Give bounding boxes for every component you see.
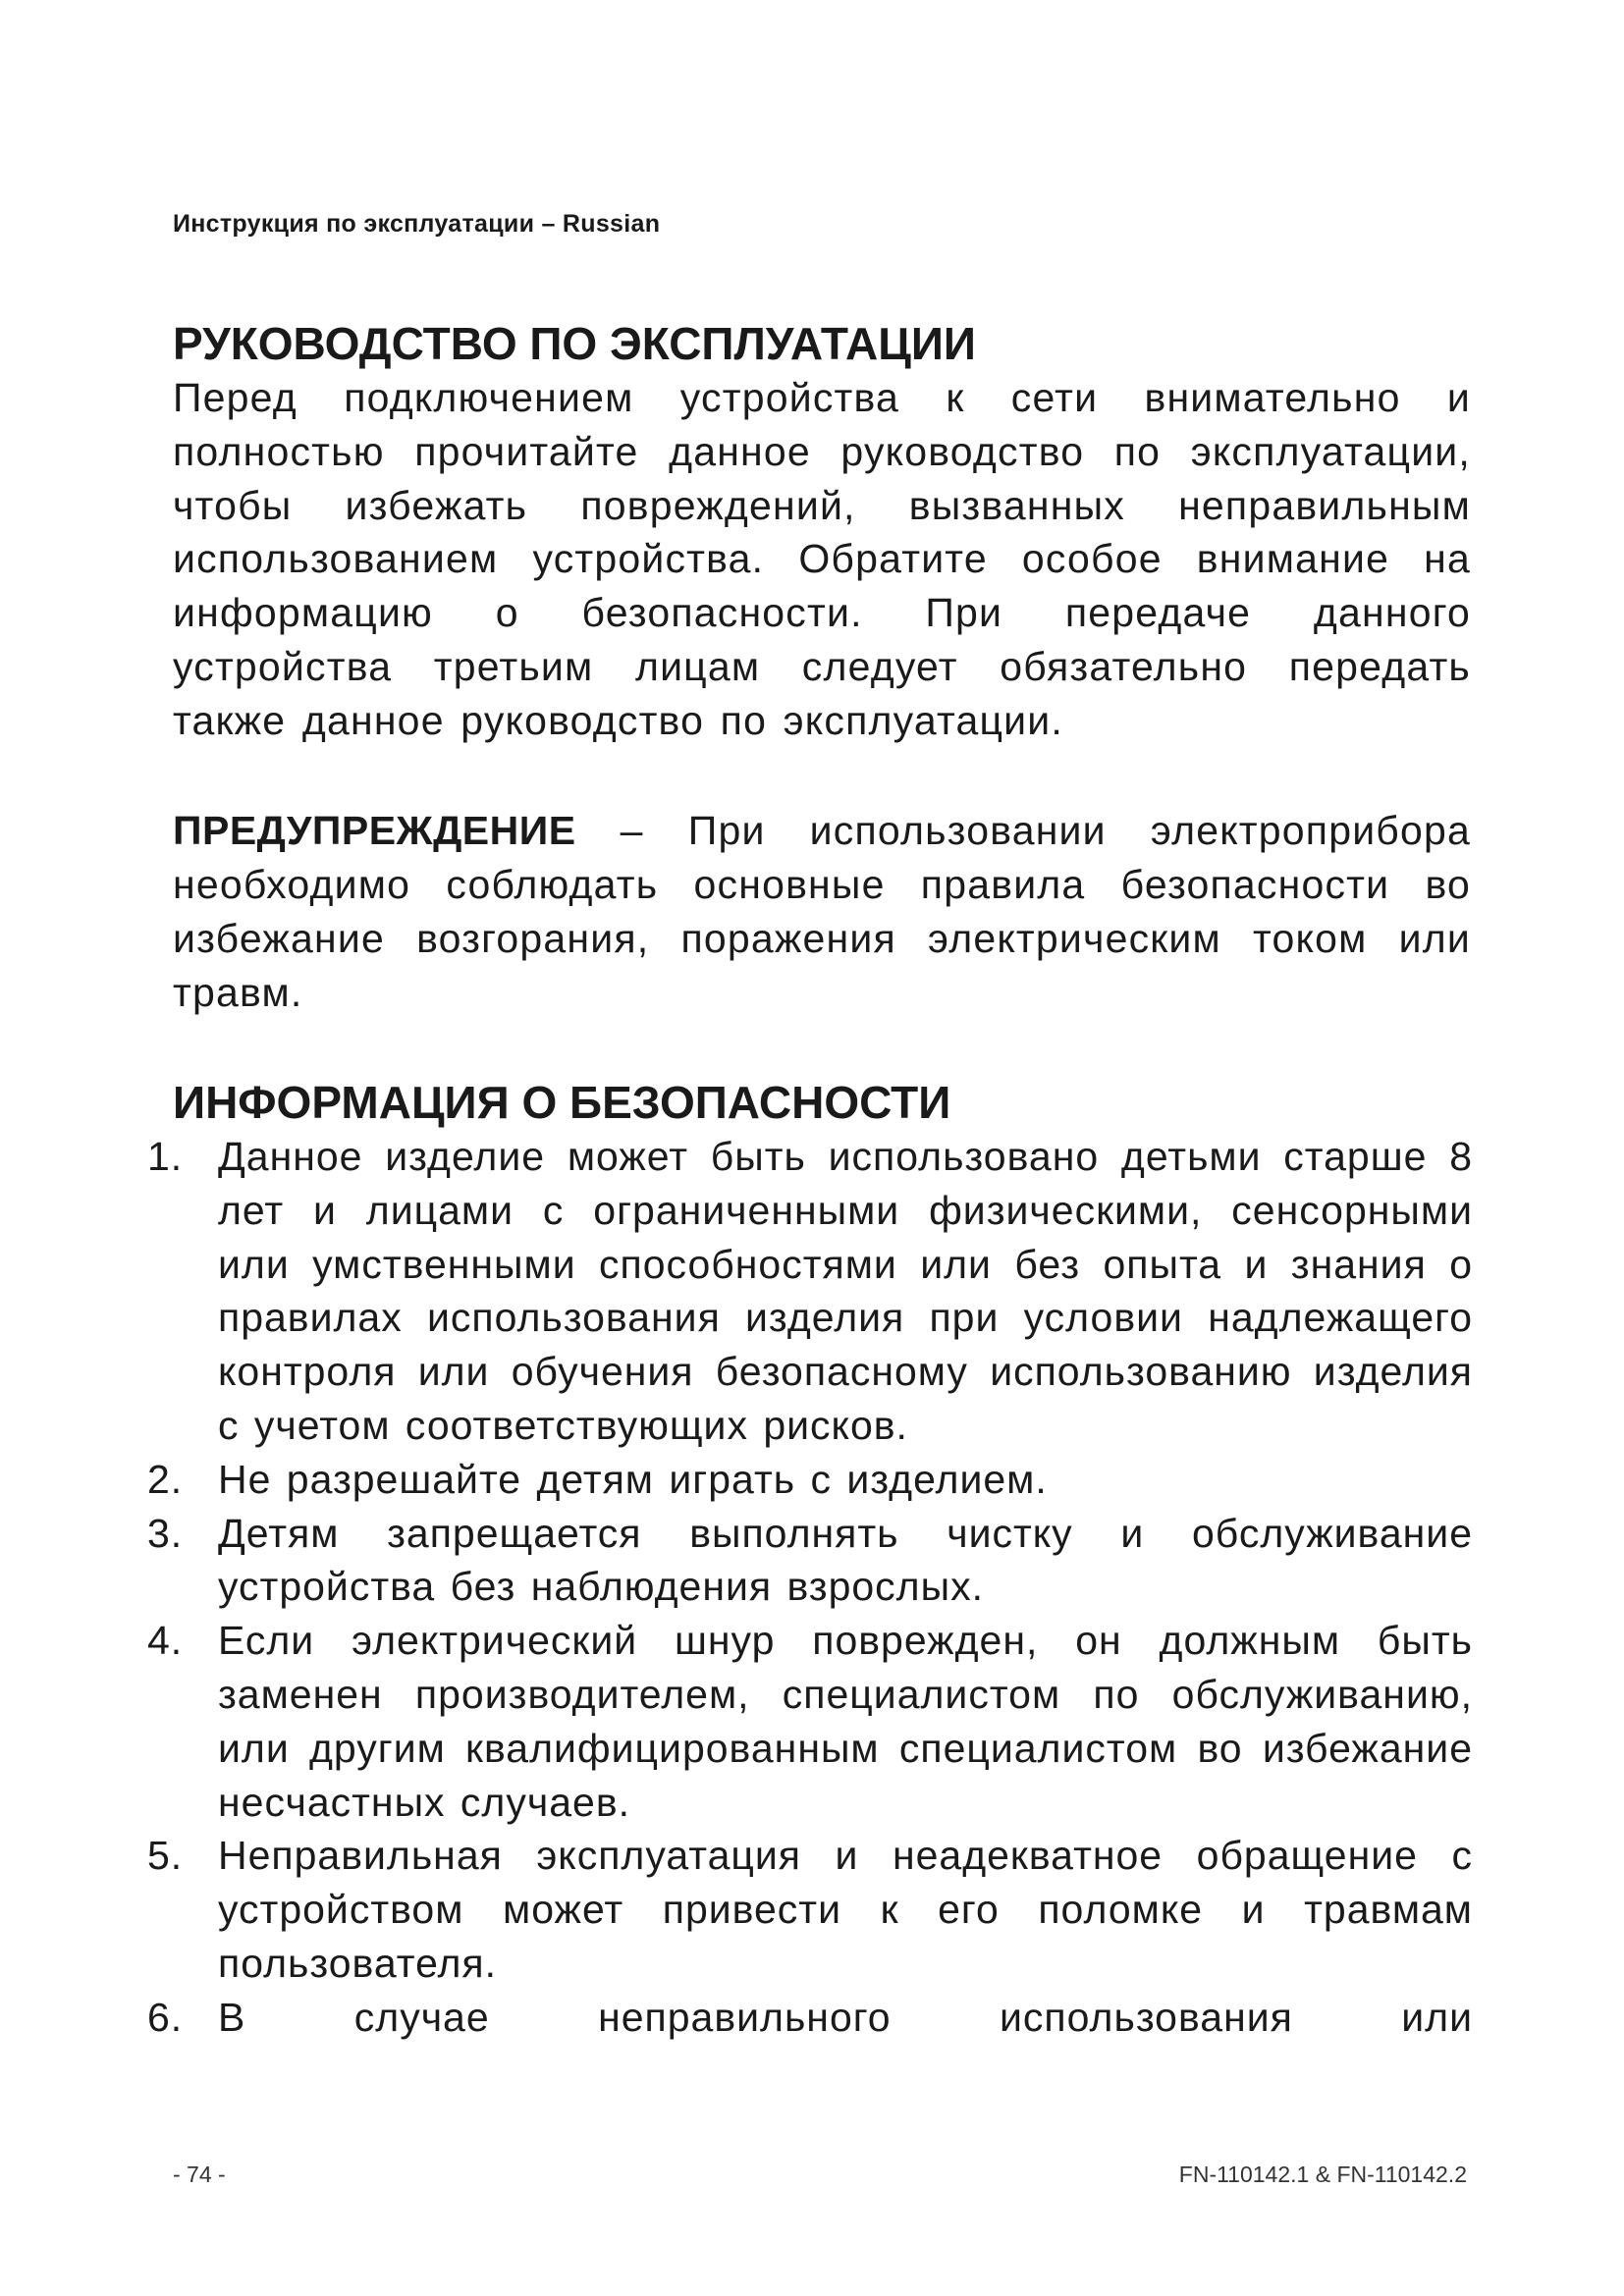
warning-keyword: ПРЕДУПРЕЖДЕНИЕ: [173, 808, 576, 853]
safety-item-number: 2.: [147, 1456, 184, 1502]
safety-item-number: 5.: [147, 1833, 184, 1879]
warning-text: – При использовании электроприбора необходимо соблюдать основные правила безопасности во избежание возгорания, поражения электрическим током или травм.: [173, 808, 1471, 1015]
safety-item-text: Не разрешайте детям играть с изделием.: [218, 1456, 1048, 1502]
safety-item-number: 3.: [147, 1510, 184, 1556]
safety-item-number: 1.: [147, 1134, 184, 1179]
safety-item-3: [147, 1507, 1473, 1615]
safety-item-text: Данное изделие может быть использовано детьми старше 8 лет и лицами с ограниченными физическими, сенсорными или умственными способностями или без опыта и знания о правилах использования изделия при условии надлежащего контроля или обучения безопасному использованию изделия с учетом соответствующих рисков.: [218, 1134, 1473, 1448]
running-header: Инструкция по эксплуатации – Russian: [173, 210, 661, 238]
safety-item-text: В случае неправильного использования или: [218, 1994, 1473, 2040]
model-numbers: FN-110142.1 & FN-110142.2: [1178, 2162, 1467, 2187]
safety-item-1: [147, 1130, 1473, 1453]
warning-paragraph: [173, 804, 1471, 1020]
safety-item-5: [147, 1829, 1473, 1990]
intro-paragraph: Перед подключением устройства к сети внимательно и полностью прочитайте данное руководство по эксплуатации, чтобы избежать повреждений, вызванных неправильным использованием устройства. Обратите особое внимание на информацию о безопасности. При передаче данного устройства третьим лицам следует обязательно передать также данное руководство по эксплуатации.: [173, 375, 1471, 743]
safety-item-2: [147, 1453, 1473, 1507]
safety-item-4: [147, 1614, 1473, 1829]
safety-list: [147, 1130, 1473, 2045]
safety-item-number: 4.: [147, 1618, 184, 1664]
safety-item-text: Неправильная эксплуатация и неадекватное обращение с устройством может привести к его поломке и травмам пользователя.: [218, 1833, 1473, 1986]
manual-section-title: РУКОВОДСТВО ПО ЭКСПЛУАТАЦИИ: [173, 318, 976, 369]
page-number: - 74 -: [173, 2162, 226, 2187]
safety-item-text: Если электрический шнур поврежден, он должным быть заменен производителем, специалистом по обслуживанию, или другим квалифицированным специалистом во избежание несчастных случаев.: [218, 1618, 1473, 1825]
safety-section-title: ИНФОРМАЦИЯ О БЕЗОПАСНОСТИ: [173, 1077, 951, 1128]
safety-item-text: Детям запрещается выполнять чистку и обслуживание устройства без наблюдения взрослых.: [218, 1510, 1473, 1610]
safety-item-number: 6.: [147, 1994, 184, 2040]
safety-item-6: [147, 1991, 1473, 2045]
